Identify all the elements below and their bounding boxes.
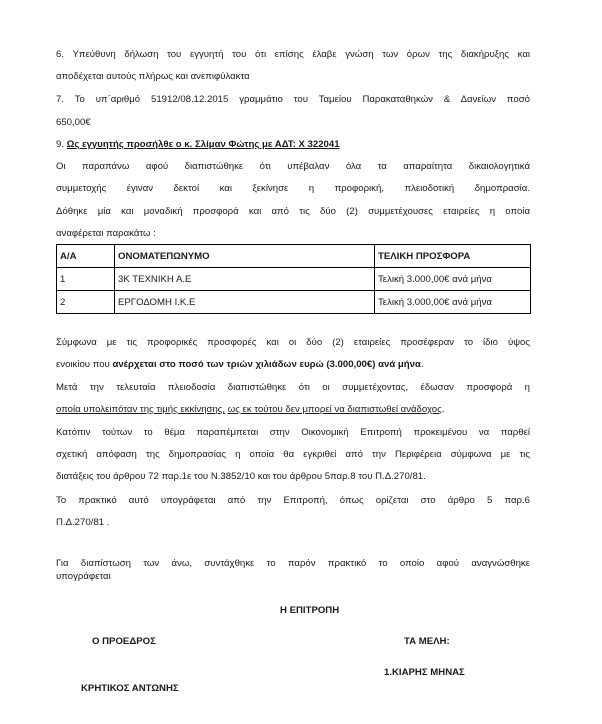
company-name: ΕΡΓΟΔΟΜΗ Ι.Κ.Ε bbox=[115, 291, 375, 314]
company-name: 3Κ ΤΕΧΝΙΚΗ Α.Ε bbox=[115, 268, 375, 291]
outcome-line-6: σχετική απόφαση της δημοπρασίας η οποία θα εγκριθεί από την Περιφέρεια σύμφωνα με τις bbox=[56, 449, 530, 460]
table-row bbox=[57, 291, 531, 314]
outcome-line-7: διατάξεις του άρθρου 72 παρ.1ε του Ν.3852/10 και του άρθρου 5παρ.8 του Π.Δ.270/81. bbox=[56, 471, 426, 482]
item-9-prefix: 9. bbox=[56, 139, 67, 150]
outcome-line-1: Σύμφωνα με τις προφορικές προσφορές και οι δύο (2) εταιρείες προσέφεραν το ίδιο ύψος bbox=[56, 337, 530, 348]
row-number: 1 bbox=[57, 268, 115, 291]
header-name: ΟΝΟΜΑΤΕΠΩΝΥΜΟ bbox=[115, 245, 375, 268]
outcome-line-2 bbox=[56, 354, 530, 376]
member-1-name: 1.ΚΙΑΡΗΣ ΜΗΝΑΣ bbox=[384, 667, 465, 678]
chair-name: ΚΡΗΤΙΚΟΣ ΑΝΤΩΝΗΣ bbox=[81, 683, 179, 694]
chair-title: Ο ΠΡΟΕΔΡΟΣ bbox=[92, 636, 156, 647]
item-7-line-1: 7. Το υπ΄αριθμό 51912/08.12.2015 γραμμάτιο του Ταμείου Παρακαταθηκών & Δανείων ποσό bbox=[56, 94, 530, 105]
row-number: 2 bbox=[57, 291, 115, 314]
no-contractor-note: ως εκ τούτου δεν μπορεί να διαπιστωθεί ανάδοχος bbox=[227, 404, 442, 415]
members-title: ΤΑ ΜΕΛΗ: bbox=[404, 636, 450, 647]
outcome-line-5: Κατόπιν τούτων το θέμα παραπέμπεται στην Οικονομική Επιτροπή προκειμένου να παρθεί bbox=[56, 427, 530, 438]
item-6-line-2: αποδέχεται αυτούς πλήρως και ανεπιφύλακτα bbox=[56, 71, 250, 82]
below-starting-price-note: οποία υπολειπόταν της τιμής εκκίνησης, bbox=[56, 404, 226, 415]
offers-table bbox=[56, 244, 531, 314]
table-row bbox=[57, 268, 531, 291]
outcome-line-9: Π.Δ.270/81 . bbox=[56, 517, 110, 528]
intro-line-1: Οι παραπάνω αφού διαπιστώθηκε ότι υπέβαλαν όλα τα απαραίτητα δικαιολογητικά bbox=[56, 161, 530, 172]
outcome-line-2-suffix: . bbox=[420, 359, 424, 370]
item-7-line-2: 650,00€ bbox=[56, 117, 91, 128]
outcome-line-3: Μετά την τελευταία πλειοδοσία διαπιστώθηκε ότι οι συμμετέχοντας, έδωσαν προσφορά η bbox=[56, 382, 530, 393]
closing-line-2: υπογράφεται bbox=[56, 571, 111, 582]
final-offer: Τελική 3.000,00€ ανά μήνα bbox=[375, 291, 531, 314]
outcome-line-4 bbox=[56, 399, 530, 421]
header-final-offer: ΤΕΛΙΚΗ ΠΡΟΣΦΟΡΑ bbox=[375, 245, 531, 268]
rent-amount-statement: ανέρχεται στο ποσό των τριών χιλιάδων ευρώ (3.000,00€) ανά μήνα bbox=[112, 359, 421, 370]
header-aa: Α/Α bbox=[57, 245, 115, 268]
outcome-line-4-suffix: . bbox=[441, 404, 445, 415]
intro-line-2: συμμετοχής έγιναν δεκτοί και ξεκίνησε η προφορική, πλειοδοτική δημοπρασία. bbox=[56, 183, 530, 194]
intro-line-3: Δόθηκε μία και μοναδική προσφορά και από τις δύο (2) συμμετέχουσες εταιρείες η οποία bbox=[56, 206, 530, 217]
intro-line-4: αναφέρεται παρακάτω : bbox=[56, 228, 156, 239]
final-offer: Τελική 3.000,00€ ανά μήνα bbox=[375, 268, 531, 291]
guarantor-statement: Ως εγγυητής προσήλθε ο κ. Σλίμαν Φώτης με ΑΔΤ: Χ 322041 bbox=[66, 139, 340, 150]
closing-line-1: Για διαπίστωση των άνω, συντάχθηκε το παρόν πρακτικό το οποίο αφού αναγνώσθηκε bbox=[56, 558, 530, 569]
table-header-row bbox=[57, 245, 531, 268]
committee-heading: Η ΕΠΙΤΡΟΠΗ bbox=[280, 605, 340, 616]
outcome-line-2-prefix: ενοικίου που bbox=[56, 359, 113, 370]
item-9 bbox=[56, 134, 530, 156]
item-6-line-1: 6. Υπεύθυνη δήλωση του εγγυητή του ότι επίσης έλαβε γνώση των όρων της διακήρυξης και bbox=[56, 49, 530, 60]
outcome-line-8: Το πρακτικό αυτό υπογράφεται από την Επιτροπή, όπως ορίζεται στο άρθρο 5 παρ.6 bbox=[56, 495, 530, 506]
